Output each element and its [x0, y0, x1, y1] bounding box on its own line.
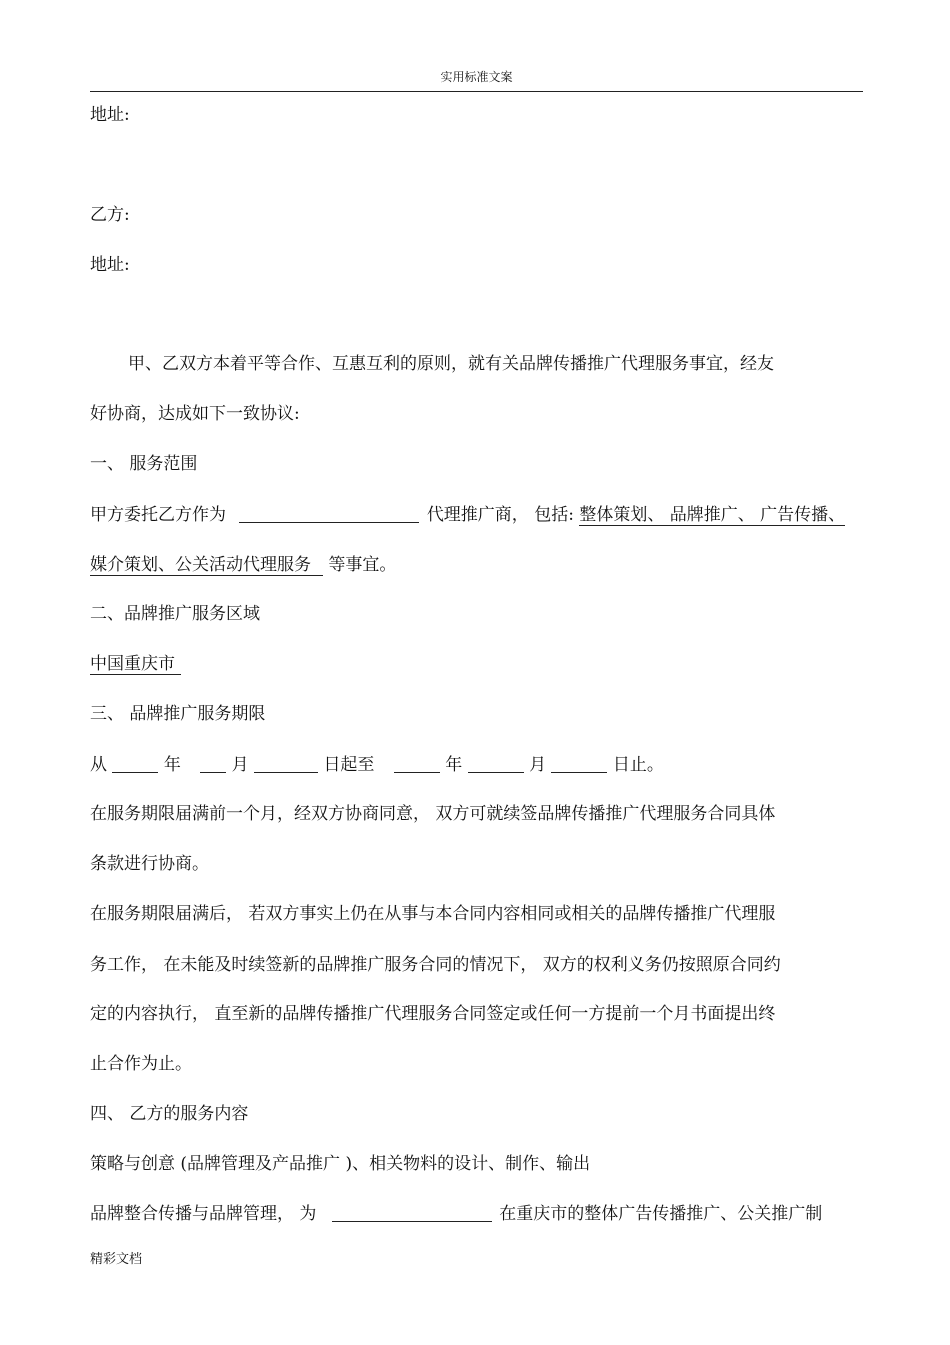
section-1-line-2 [90, 554, 396, 576]
section-1-post-text: 等事宜。 [328, 555, 397, 575]
page-footer: 精彩文档 [90, 1252, 143, 1267]
expiry-line-3: 定的内容执行， 直至新的品牌传播推广代理服务合同签定或任何一方提前一个月书面提出终 [90, 1004, 776, 1024]
client-name-blank [332, 1203, 492, 1222]
agent-name-blank [239, 504, 419, 523]
section-2-value-line [90, 653, 181, 675]
party-a-address-label: 地址: [90, 105, 130, 125]
term-day-start: 日起至 [323, 755, 375, 775]
party-b-address-label: 地址: [90, 255, 130, 275]
section-1-mid-text: 代理推广商， 包括: [426, 505, 574, 525]
party-b-label: 乙方: [90, 205, 130, 225]
start-year-blank [112, 754, 158, 773]
section-3-title: 三、 品牌推广服务期限 [90, 704, 266, 724]
section-1-pre-text: 甲方委托乙方作为 [90, 505, 226, 525]
term-year-1: 年 [163, 755, 181, 775]
expiry-line-1: 在服务期限届满后， 若双方事实上仍在从事与本合同内容相同或相关的品牌传播推广代理服 [90, 904, 776, 924]
end-year-blank [394, 754, 440, 773]
section-4-line-2 [90, 1203, 822, 1225]
renewal-line-2: 条款进行协商。 [90, 854, 209, 874]
section-1-line-1 [90, 504, 845, 526]
intro-line-1: 甲、乙双方本着平等合作、互惠互利的原则，就有关品牌传播推广代理服务事宜，经友 [128, 354, 774, 374]
end-month-blank [468, 754, 524, 773]
term-day-end: 日止。 [612, 755, 664, 775]
term-month-2: 月 [529, 755, 547, 775]
start-day-blank [254, 754, 318, 773]
term-from: 从 [90, 755, 107, 775]
section-4-post-text: 在重庆市的整体广告传播推广、公关推广制 [499, 1204, 823, 1224]
service-region: 中国重庆市 [90, 654, 181, 675]
term-year-2: 年 [445, 755, 463, 775]
end-day-blank [551, 754, 607, 773]
expiry-line-2: 务工作， 在未能及时续签新的品牌推广服务合同的情况下， 双方的权利义务仍按照原合同约 [90, 955, 781, 975]
section-1-title: 一、 服务范围 [90, 454, 198, 474]
term-month-1: 月 [231, 755, 249, 775]
renewal-line-1: 在服务期限届满前一个月，经双方协商同意， 双方可就续签品牌传播推广代理服务合同具体 [90, 804, 776, 824]
header-divider [90, 91, 863, 92]
start-month-blank [200, 754, 226, 773]
section-2-title: 二、品牌推广服务区域 [90, 604, 260, 624]
expiry-line-4: 止合作为止。 [90, 1054, 192, 1074]
term-line [90, 754, 664, 776]
intro-line-2: 好协商，达成如下一致协议: [90, 404, 300, 424]
section-4-pre-text: 品牌整合传播与品牌管理， 为 [90, 1204, 317, 1224]
service-scope-underlined: 整体策划、 品牌推广、 广告传播、 [579, 505, 846, 525]
service-scope-underlined-2: 媒介策划、公关活动代理服务 [90, 555, 323, 576]
page-header: 实用标准文案 [440, 70, 513, 84]
section-4-line-1: 策略与创意 (品牌管理及产品推广 )、相关物料的设计、制作、输出 [90, 1154, 591, 1174]
section-4-title: 四、 乙方的服务内容 [90, 1104, 249, 1124]
